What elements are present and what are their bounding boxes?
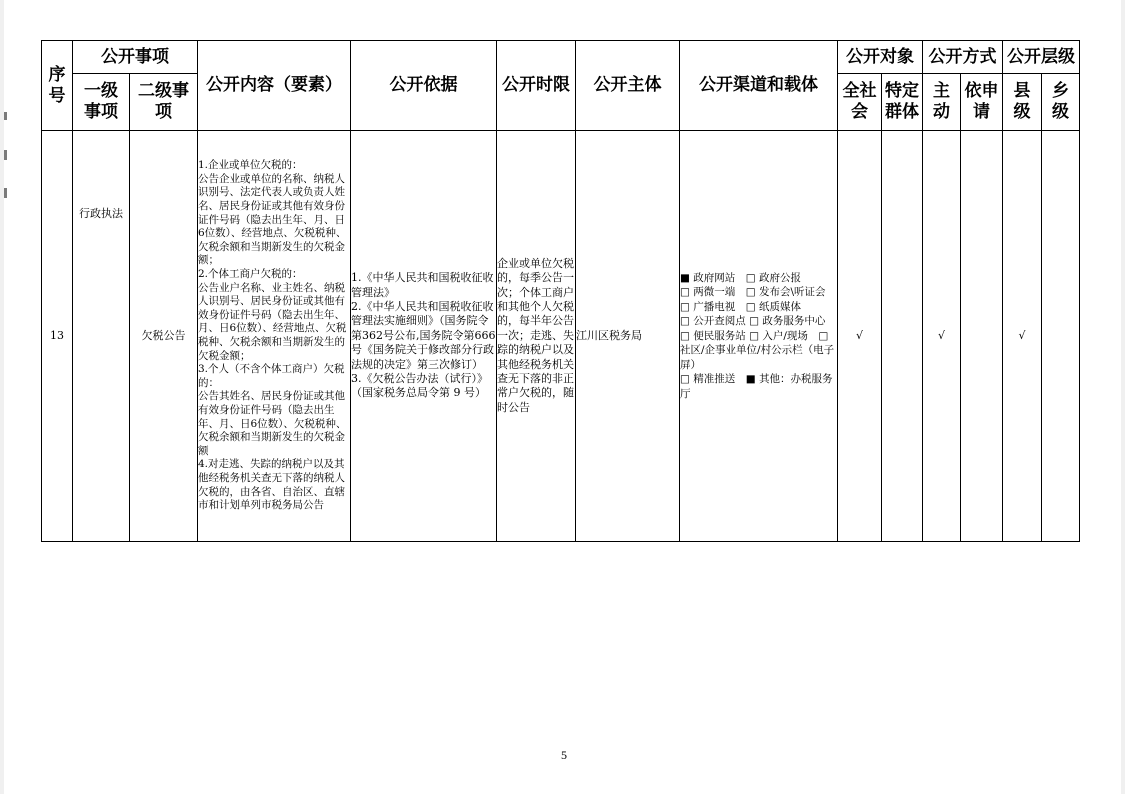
header-target-specific: 特定群体: [882, 74, 923, 131]
row-subject: 江川区税务局: [576, 131, 680, 542]
margin-mark: [4, 188, 7, 198]
row-method-request: [961, 131, 1003, 542]
header-method-request: 依申请: [961, 74, 1003, 131]
header-subject: 公开主体: [576, 41, 680, 131]
header-method-group: 公开方式: [923, 41, 1003, 74]
header-method-active: 主动: [923, 74, 961, 131]
header-target-public: 全社会: [838, 74, 882, 131]
header-level-township: 乡级: [1042, 74, 1080, 131]
row-content: 1.企业或单位欠税的： 公告企业或单位的名称、纳税人识别号、法定代表人或负责人姓名、居民身份证或其他有效身份证件号码（隐去出生年、月、日6位数）、经营地点、欠税税种、欠税余额和当期新发生的欠税金额； 2.个体工商户欠税的： 公告业户名称、业主姓名、纳税人识别号、居民身份证或其他有效身份证件号码（隐去出生年、月、日6位数）、经营地点、欠税税种、欠税余额和当期新发生的欠税金额； 3.个人（不含个体工商户）欠税的： 公告其姓名、居民身份证或其他有效身份证件号码（隐去出生年、月、日6位数）、欠税税种、欠税余额和当期新发生的欠税金额 4.对走逃、失踪的纳税户以及其他经税务机关查无下落的纳税人欠税的，由各省、自治区、直辖市和计划单列市税务局公告: [198, 131, 351, 542]
header-basis: 公开依据: [351, 41, 497, 131]
row-channel: ■ 政府网站 □ 政府公报 □ 两微一端 □ 发布会\听证会 □ 广播电视 □ 纸质媒体 □ 公开查阅点 □ 政务服务中心 □ 便民服务站 □ 入户/现场 □ 社区/企事业单位/村公示栏（电子屏） □ 精准推送 ■ 其他：办税服务厅: [680, 131, 838, 542]
header-item-group: 公开事项: [73, 41, 198, 74]
row-time-limit: 企业或单位欠税的，每季公告一次；个体工商户和其他个人欠税的，每半年公告一次；走逃、失踪的纳税户以及其他经税务机关查无下落的非正常户欠税的，随时公告: [497, 131, 576, 542]
header-time-limit: 公开时限: [497, 41, 576, 131]
page-number: 5: [561, 748, 567, 762]
header-level-group: 公开层级: [1003, 41, 1080, 74]
header-level2: 二级事项: [130, 74, 198, 131]
disclosure-table: [41, 40, 1080, 542]
row-level-township: [1042, 131, 1080, 542]
document-page: [4, 0, 1121, 794]
row-level1: 行政执法: [73, 131, 130, 542]
margin-mark: [4, 112, 7, 120]
row-level-county: √: [1003, 131, 1042, 542]
header-content: 公开内容（要素）: [198, 41, 351, 131]
header-level-county: 县级: [1003, 74, 1042, 131]
row-target-specific: [882, 131, 923, 542]
row-method-active: √: [923, 131, 961, 542]
margin-mark: [4, 150, 7, 160]
row-seq: 13: [42, 131, 73, 542]
header-seq: 序号: [42, 41, 73, 131]
row-target-public: √: [838, 131, 882, 542]
header-target-group: 公开对象: [838, 41, 923, 74]
header-channel: 公开渠道和载体: [680, 41, 838, 131]
row-level2: 欠税公告: [130, 131, 198, 542]
header-level1: 一级事项: [73, 74, 130, 131]
row-basis: 1.《中华人民共和国税收征收管理法》 2.《中华人民共和国税收征收管理法实施细则》（国务院令第362号公布,国务院令第666号《国务院关于修改部分行政法规的决定》第三次修订） 3.《欠税公告办法（试行）》（国家税务总局令第 9 号）: [351, 131, 497, 542]
